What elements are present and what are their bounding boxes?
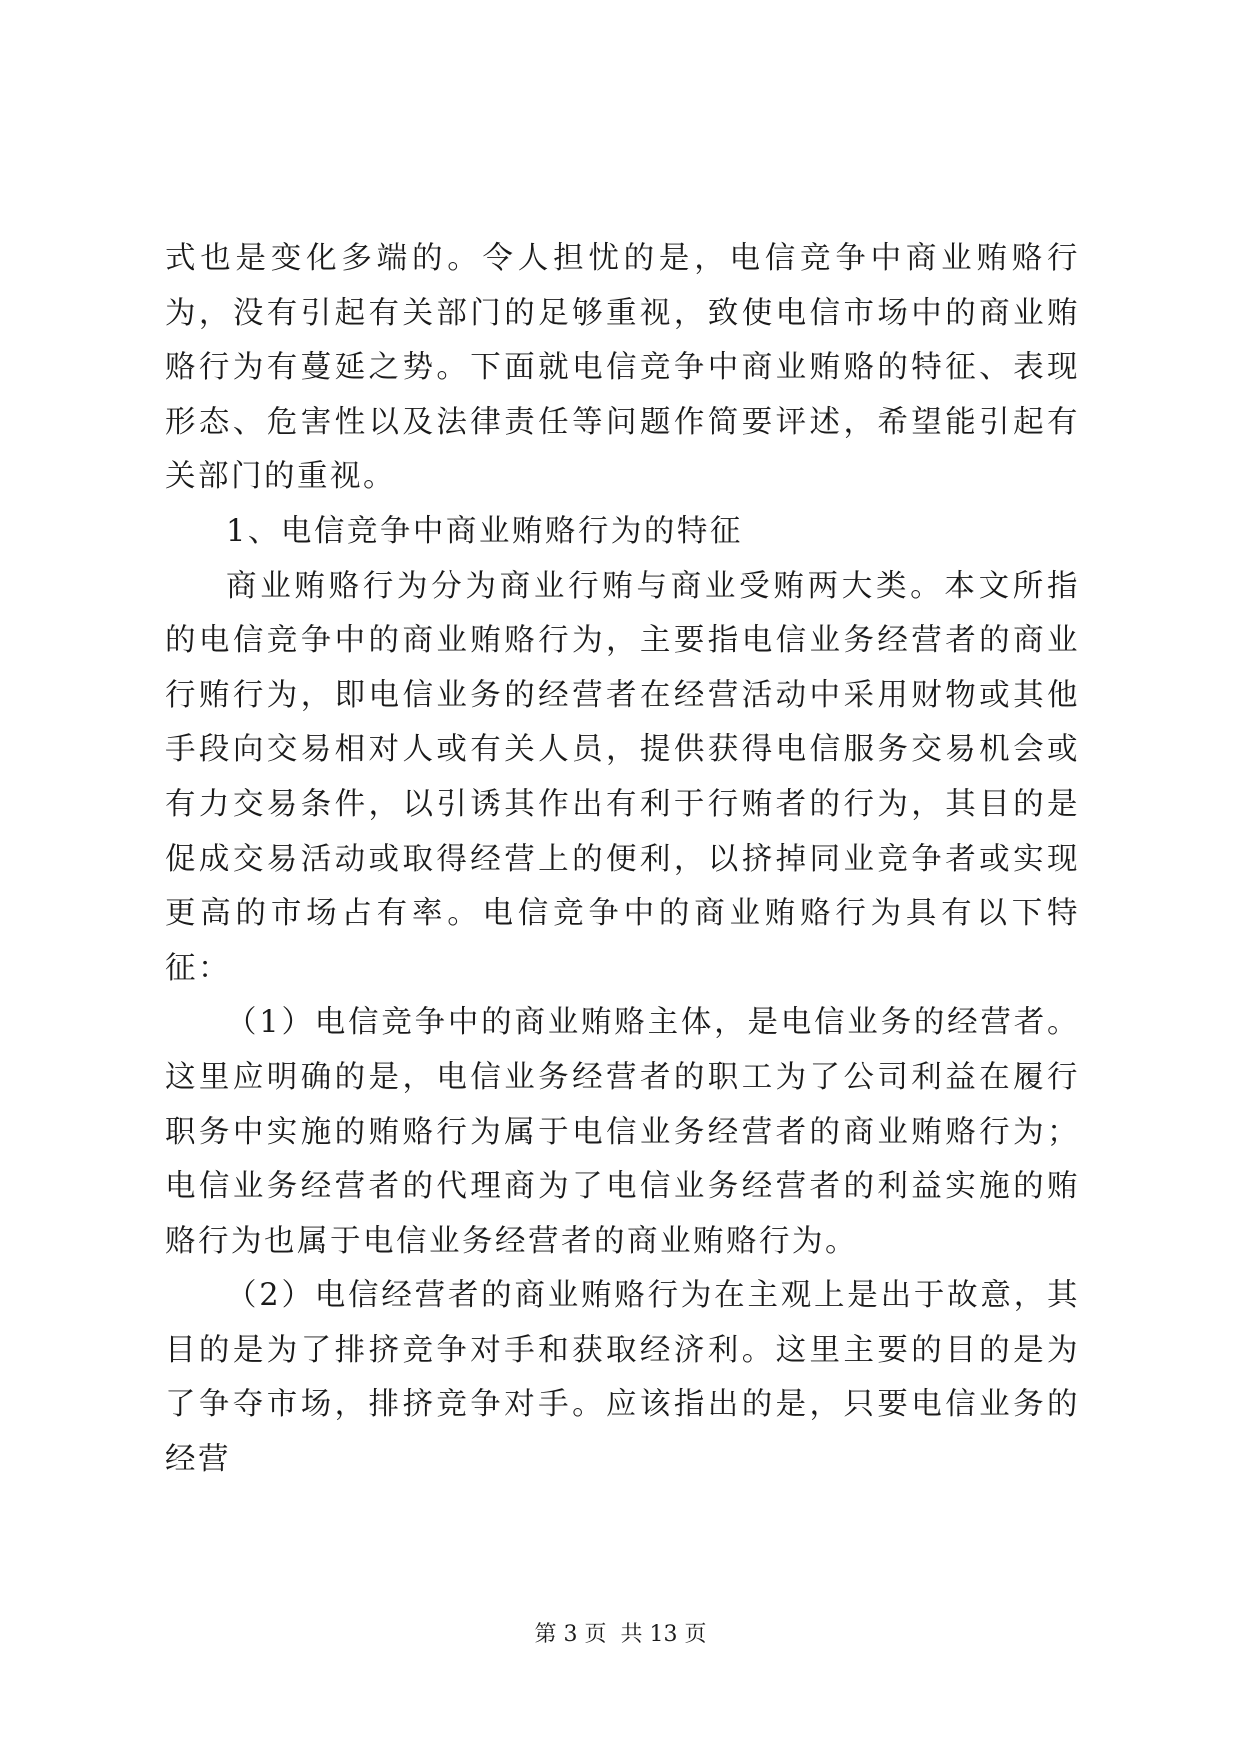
paragraph-intro-continued: 式也是变化多端的。令人担忧的是，电信竞争中商业贿赂行为，没有引起有关部门的足够重视，致使电信市场中的商业贿赂行为有蔓延之势。下面就电信竞争中商业贿赂的特征、表现形态、危害性以及法律责任等问题作简要评述，希望能引起有关部门的重视。	[165, 241, 1080, 495]
section-heading-1: 1、电信竞争中商业贿赂行为的特征	[226, 513, 743, 549]
page-number-label: 第 3 页 共 13 页	[534, 1622, 707, 1647]
document-body	[165, 232, 1080, 1488]
page-footer	[0, 1620, 1241, 1650]
paragraph-definition: 商业贿赂行为分为商业行贿与商业受贿两大类。本文所指的电信竞争中的商业贿赂行为，主要指电信业务经营者的商业行贿行为，即电信业务的经营者在经营活动中采用财物或其他手段向交易相对人或有关人员，提供获得电信服务交易机会或有力交易条件，以引诱其作出有利于行贿者的行为，其目的是促成交易活动或取得经营上的便利，以挤掉同业竞争者或实现更高的市场占有率。电信竞争中的商业贿赂行为具有以下特征：	[165, 568, 1080, 986]
paragraph-feature-2: （2）电信经营者的商业贿赂行为在主观上是出于故意，其目的是为了排挤竞争对手和获取经济利。这里主要的目的是为了争夺市场，排挤竞争对手。应该指出的是，只要电信业务的经营	[165, 1278, 1080, 1478]
paragraph-feature-1: （1）电信竞争中的商业贿赂主体，是电信业务的经营者。这里应明确的是，电信业务经营者的职工为了公司利益在履行职务中实施的贿赂行为属于电信业务经营者的商业贿赂行为；电信业务经营者的代理商为了电信业务经营者的利益实施的贿赂行为也属于电信业务经营者的商业贿赂行为。	[165, 1005, 1080, 1259]
